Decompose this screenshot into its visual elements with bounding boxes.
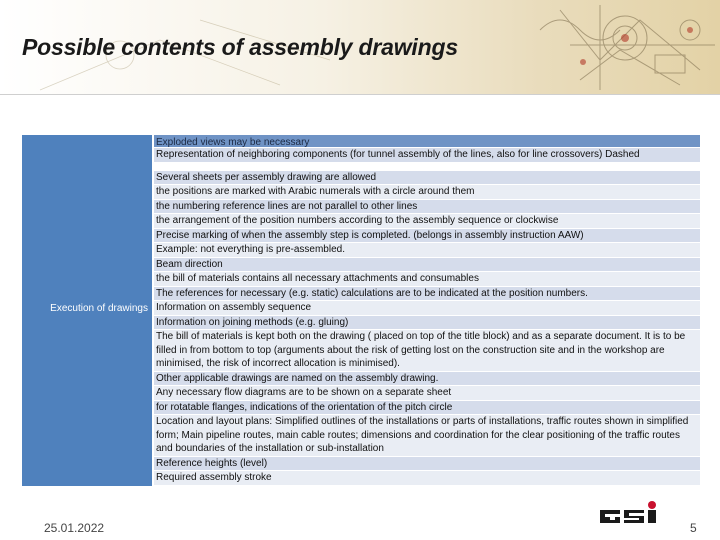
title-divider bbox=[0, 94, 720, 95]
table-row: for rotatable flanges, indications of the orientation of the pitch circle bbox=[154, 401, 700, 416]
table-row: the numbering reference lines are not parallel to other lines bbox=[154, 200, 700, 215]
gsi-logo bbox=[598, 500, 676, 526]
row-label: Execution of drawings bbox=[50, 303, 148, 314]
table-row: the bill of materials contains all necessary attachments and consumables bbox=[154, 272, 700, 287]
table-row: the arrangement of the position numbers according to the assembly sequence or clockwise bbox=[154, 214, 700, 229]
row-label-cell bbox=[22, 135, 152, 486]
table-row: Beam direction bbox=[154, 258, 700, 273]
table-row: Precise marking of when the assembly step is completed. (belongs in assembly instruction AAW) bbox=[154, 229, 700, 244]
table-row: Other applicable drawings are named on the assembly drawing. bbox=[154, 372, 700, 387]
table-row: Any necessary flow diagrams are to be shown on a separate sheet bbox=[154, 386, 700, 401]
table-row: The references for necessary (e.g. static) calculations are to be indicated at the position numbers. bbox=[154, 287, 700, 302]
table-row: Example: not everything is pre-assembled. bbox=[154, 243, 700, 258]
footer-date: 25.01.2022 bbox=[44, 521, 105, 535]
header-banner bbox=[0, 0, 720, 94]
page-number: 5 bbox=[690, 521, 697, 535]
table-row: Information on assembly sequence bbox=[154, 301, 700, 316]
table-row: Location and layout plans: Simplified outlines of the installations or parts of installations, traffic routes shown in simplified form; Main pipeline routes, main cable routes; dimensions and coordination for the clear positioning of the traffic routes and boundaries of the installation or sub-installation bbox=[154, 415, 700, 457]
table-row: The bill of materials is kept both on the drawing ( placed on top of the title block) and as a separate document. It is to be filled in from bottom to top (arguments about the risk of getting lost on the construction site and in the workshop are minimised, the risk of incorrect allocation is minimised). bbox=[154, 330, 700, 372]
content-table bbox=[154, 135, 700, 486]
table-row: Information on joining methods (e.g. gluing) bbox=[154, 316, 700, 331]
table-header-row: Exploded views may be necessary bbox=[154, 135, 700, 148]
table-row: Reference heights (level) bbox=[154, 457, 700, 472]
table-row: Several sheets per assembly drawing are allowed bbox=[154, 171, 700, 186]
page-title: Possible contents of assembly drawings bbox=[22, 34, 458, 60]
table-row: Required assembly stroke bbox=[154, 471, 700, 486]
table-header-row: Representation of neighboring components (for tunnel assembly of the lines, also for line crossovers) Dashed bbox=[154, 148, 700, 163]
table-row: the positions are marked with Arabic numerals with a circle around them bbox=[154, 185, 700, 200]
table-spacer bbox=[154, 163, 700, 171]
